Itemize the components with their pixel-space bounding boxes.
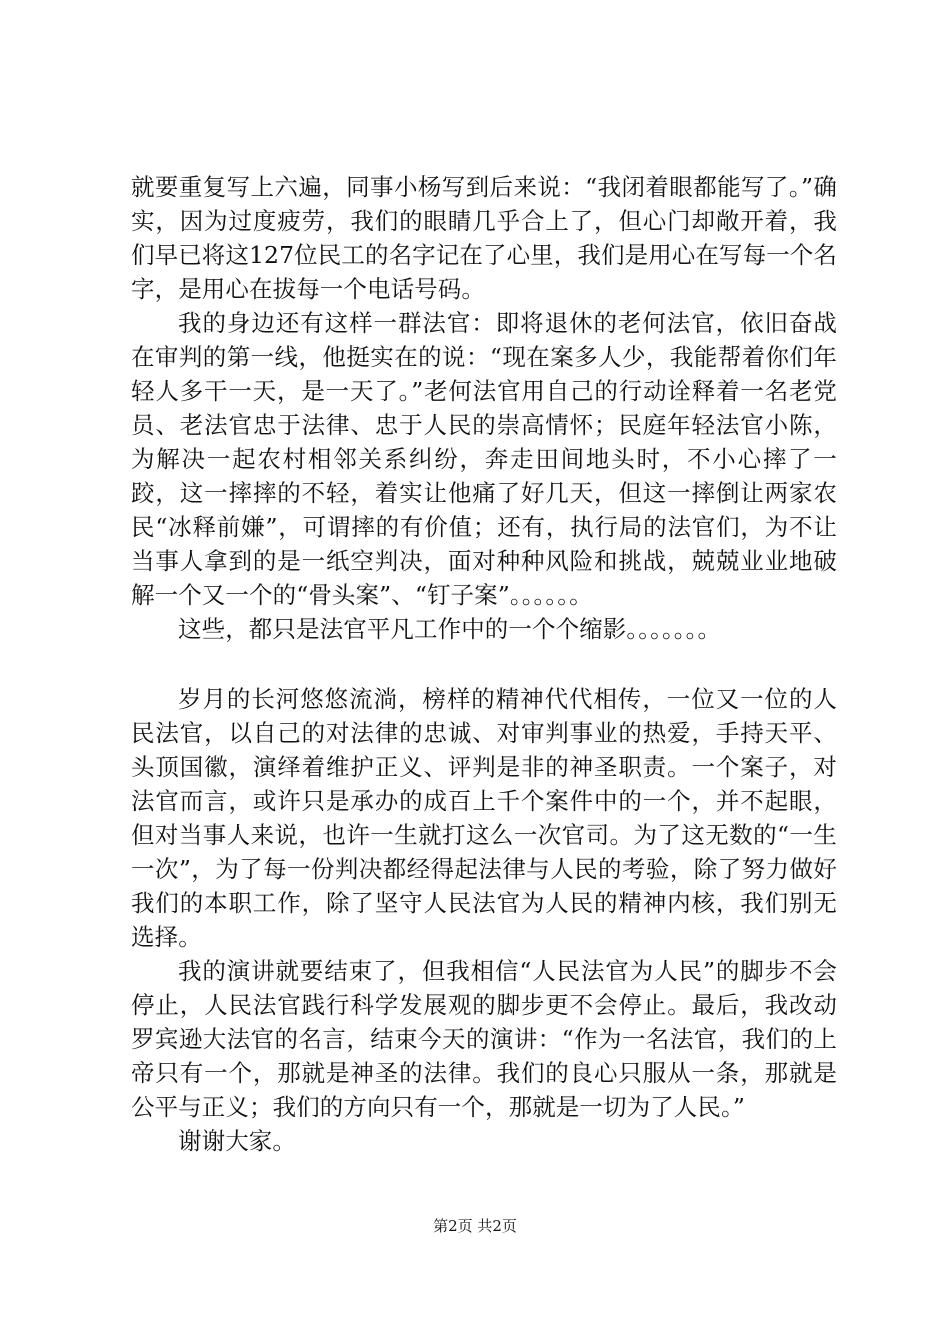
- paragraph-judges: 我的身边还有这样一群法官：即将退休的老何法官，依旧奋战在审判的第一线，他挺实在的说：“现在案多人少，我能帮着你们年轻人多干一天，是一天了。”老何法官用自己的行动诠释着一名老党员、老法官忠于法律、忠于人民的崇高情怀；民庭年轻法官小陈，为解决一起农村相邻关系纠纷，奔走田间地头时，不小心摔了一跤，这一摔摔的不轻，着实让他痛了好几天，但这一摔倒让两家农民“冰释前嫌”，可谓摔的有价值；还有，执行局的法官们，为不让当事人拿到的是一纸空判决，面对种种风险和挑战，兢兢业业地破解一个又一个的“骨头案”、“钉子案”。。。。。。: [131, 309, 837, 609]
- paragraph-thanks: 谢谢大家。: [178, 1127, 296, 1155]
- paragraph-conclusion: 我的演讲就要结束了，但我相信“人民法官为人民”的脚步不会停止，人民法官践行科学发展观的脚步更不会停止。最后，我改动罗宾逊大法官的名言，结束今天的演讲：“作为一名法官，我们的上帝只有一个，那就是神圣的法律。我们的良心只服从一条，那就是公平与正义；我们的方向只有一个，那就是一切为了人民。”: [131, 957, 837, 1121]
- paragraph-continued: 就要重复写上六遍，同事小杨写到后来说：“我闭着眼都能写了。”确实，因为过度疲劳，我们的眼睛几乎合上了，但心门却敞开着，我们早已将这127位民工的名字记在了心里，我们是用心在写每一个名字，是用心在拔每一个电话号码。: [131, 173, 837, 303]
- paragraph-years: 岁月的长河悠悠流淌，榜样的精神代代相传，一位又一位的人民法官，以自己的对法律的忠诚、对审判事业的热爱，手持天平、头顶国徽，演绎着维护正义、评判是非的神圣职责。一个案子，对法官而言，或许只是承办的成百上千个案件中的一个，并不起眼，但对当事人来说，也许一生就打这么一次官司。为了这无数的“一生一次”，为了每一份判决都经得起法律与人民的考验，除了努力做好我们的本职工作，除了坚守人民法官为人民的精神内核，我们别无选择。: [131, 685, 837, 951]
- paragraph-spacer: [131, 646, 837, 682]
- paragraph-summary: 这些，都只是法官平凡工作中的一个个缩影。。。。。。。: [178, 615, 722, 643]
- document-body: [131, 170, 837, 1158]
- page-number-footer: 第2页 共2页: [433, 1217, 517, 1235]
